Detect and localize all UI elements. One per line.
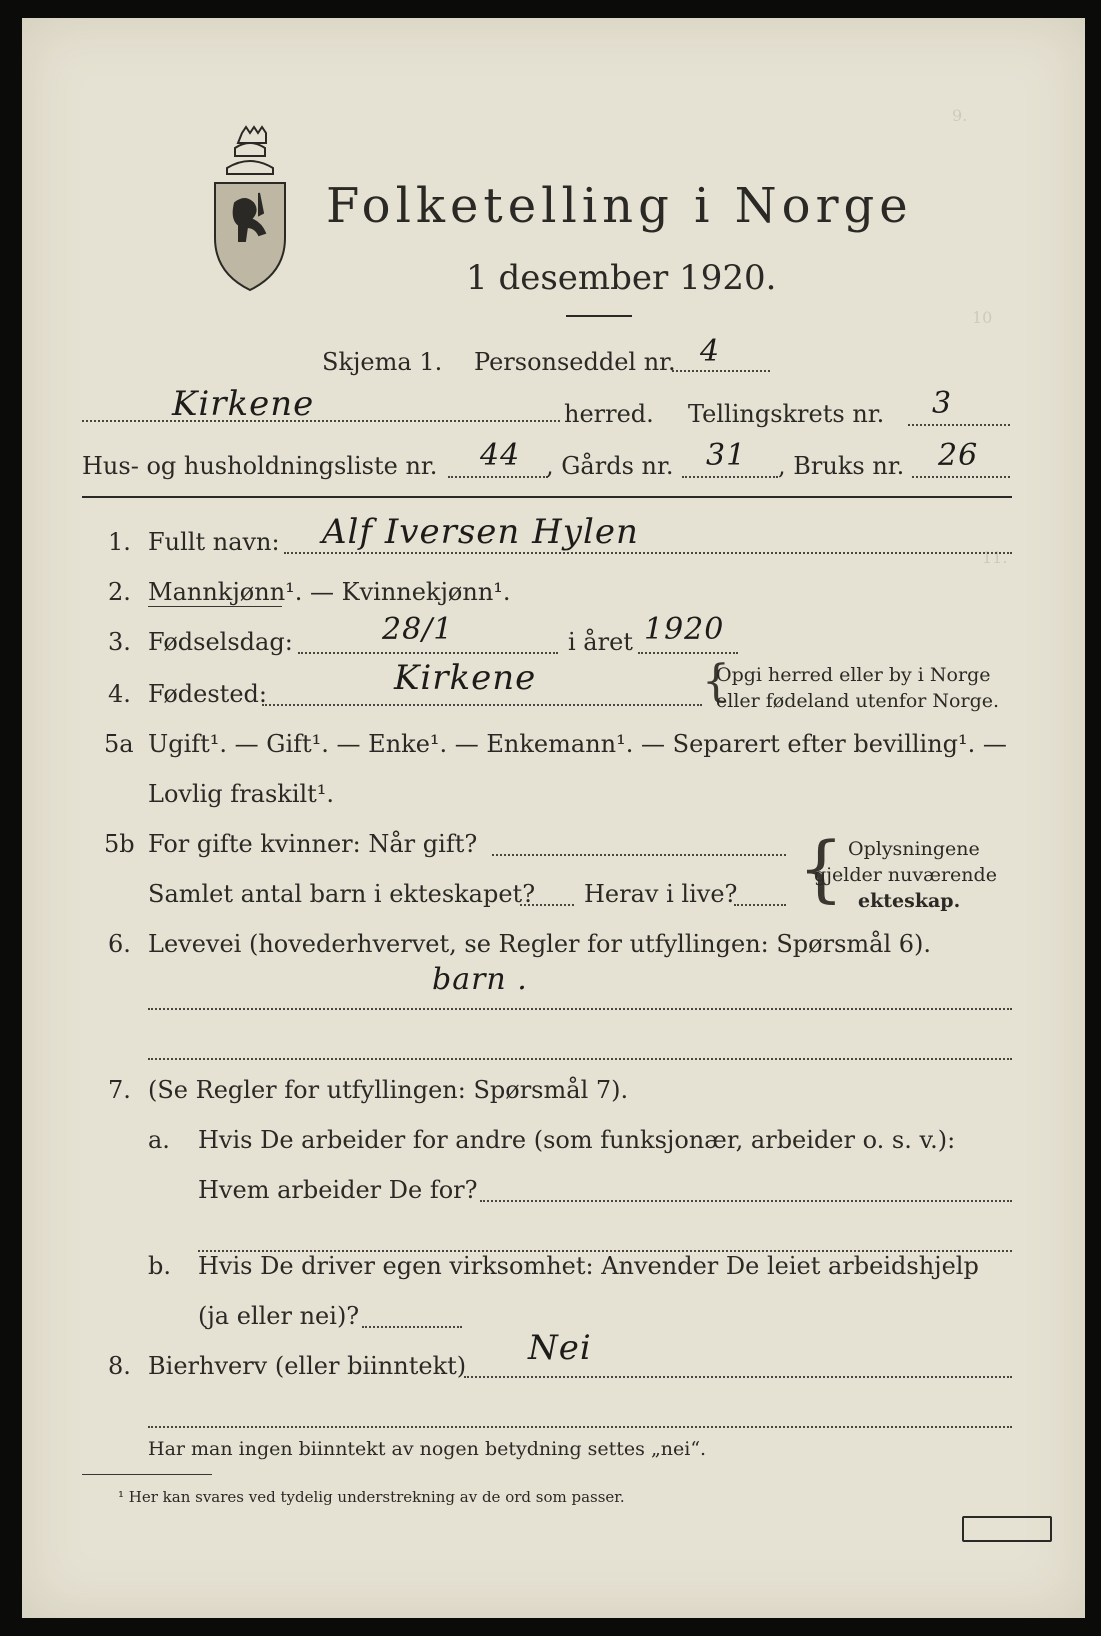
q3-year-label: i året bbox=[568, 628, 633, 656]
census-date: 1 desember 1920. bbox=[466, 258, 777, 298]
tellingskrets-label: Tellingskrets nr. bbox=[688, 400, 885, 428]
bruks-label: , Bruks nr. bbox=[778, 452, 905, 480]
personseddel-label: Personseddel nr. bbox=[474, 348, 676, 376]
tellingskrets-line bbox=[908, 424, 1010, 426]
bleed-through-text: 9. bbox=[952, 106, 968, 125]
q5a-number: 5a bbox=[104, 730, 134, 758]
herred-line bbox=[82, 420, 560, 422]
q7a-label: Hvis De arbeider for andre (som funksjonær, arbeider o. s. v.): bbox=[198, 1126, 956, 1154]
q1-line bbox=[284, 552, 1012, 554]
sex-options: Mannkjønn¹. — Kvinnekjønn¹. bbox=[148, 578, 511, 606]
q5b-children-line bbox=[520, 904, 574, 906]
q7b-answer-label: (ja eller nei)? bbox=[198, 1302, 360, 1330]
gards-label: , Gårds nr. bbox=[546, 452, 674, 480]
q5b-note-3: ekteskap. bbox=[858, 890, 961, 912]
footnote: ¹ Her kan svares ved tydelig understrekning av de ord som passer. bbox=[118, 1488, 625, 1506]
sex-underline bbox=[148, 606, 282, 607]
q8-line-2 bbox=[148, 1426, 1012, 1428]
q7b-label: Hvis De driver egen virksomhet: Anvender De leiet arbeidshjelp bbox=[198, 1252, 979, 1280]
q7a-number: a. bbox=[148, 1126, 170, 1154]
q6-number: 6. bbox=[108, 930, 131, 958]
q3-line bbox=[298, 652, 558, 654]
bleed-through-text: 11. bbox=[982, 548, 1008, 567]
bleed-through-text: 10 bbox=[972, 308, 993, 327]
q4-label: Fødested: bbox=[148, 680, 267, 708]
q3-year-line bbox=[638, 652, 738, 654]
q7a-employer-label: Hvem arbeider De for? bbox=[198, 1176, 478, 1204]
q5b-line bbox=[492, 854, 786, 856]
marital-status-options-2: Lovlig fraskilt¹. bbox=[148, 780, 335, 808]
brace-icon: { bbox=[702, 656, 730, 707]
q7b-number: b. bbox=[148, 1252, 171, 1280]
q8-number: 8. bbox=[108, 1352, 131, 1380]
herred-value[interactable]: Kirkene bbox=[172, 384, 315, 424]
q7b-line bbox=[362, 1326, 462, 1328]
tellingskrets-value[interactable]: 3 bbox=[932, 386, 953, 421]
brace-icon: { bbox=[798, 826, 844, 910]
gards-value[interactable]: 31 bbox=[706, 438, 747, 473]
gards-line bbox=[682, 476, 778, 478]
birthplace-value[interactable]: Kirkene bbox=[394, 658, 537, 698]
q3-number: 3. bbox=[108, 628, 131, 656]
divider bbox=[566, 315, 632, 317]
norwegian-coat-of-arms-icon bbox=[207, 123, 293, 293]
schema-label: Skjema 1. bbox=[322, 348, 443, 376]
q5b-note-1: Oplysningene bbox=[848, 838, 980, 860]
bruks-value[interactable]: 26 bbox=[938, 438, 979, 473]
q2-number: 2. bbox=[108, 578, 131, 606]
birthday-value[interactable]: 28/1 bbox=[382, 612, 454, 647]
personseddel-line bbox=[672, 370, 770, 372]
q1-number: 1. bbox=[108, 528, 131, 556]
side-income-value[interactable]: Nei bbox=[528, 1328, 592, 1368]
occupation-value[interactable]: barn . bbox=[432, 962, 528, 997]
husliste-value[interactable]: 44 bbox=[480, 438, 521, 473]
q8-label: Bierhverv (eller biinntekt) bbox=[148, 1352, 467, 1380]
marital-status-options: Ugift¹. — Gift¹. — Enke¹. — Enkemann¹. — Separert efter bevilling¹. — bbox=[148, 730, 1007, 758]
q6-line bbox=[148, 1008, 1012, 1010]
q5b-number: 5b bbox=[104, 830, 135, 858]
q5b-note-2: gjelder nuværende bbox=[814, 864, 997, 886]
footnote-rule bbox=[82, 1474, 212, 1475]
census-form-page bbox=[22, 18, 1085, 1618]
q5b-alive-label: Herav i live? bbox=[584, 880, 738, 908]
full-name-value[interactable]: Alf Iversen Hylen bbox=[322, 512, 639, 552]
personseddel-value[interactable]: 4 bbox=[700, 334, 721, 369]
q4-note-1: Opgi herred eller by i Norge bbox=[716, 664, 991, 686]
q5b-alive-line bbox=[734, 904, 786, 906]
husliste-label: Hus- og husholdningsliste nr. bbox=[82, 452, 438, 480]
form-title: Folketelling i Norge bbox=[326, 178, 913, 234]
header-rule bbox=[82, 496, 1012, 498]
birth-year-value[interactable]: 1920 bbox=[644, 612, 725, 647]
husliste-line bbox=[448, 476, 548, 478]
q7-number: 7. bbox=[108, 1076, 131, 1104]
bruks-line bbox=[912, 476, 1010, 478]
q8-line bbox=[464, 1376, 1012, 1378]
q1-label: Fullt navn: bbox=[148, 528, 280, 556]
q3-label: Fødselsdag: bbox=[148, 628, 293, 656]
q5b-label: For gifte kvinner: Når gift? bbox=[148, 830, 478, 858]
printer-stamp bbox=[962, 1516, 1052, 1542]
q6-label: Levevei (hovederhvervet, se Regler for utfyllingen: Spørsmål 6). bbox=[148, 930, 932, 958]
footer-note: Har man ingen biinntekt av nogen betydning settes „nei“. bbox=[148, 1438, 707, 1460]
q5b-children-label: Samlet antal barn i ekteskapet? bbox=[148, 880, 536, 908]
q4-note-2: eller fødeland utenfor Norge. bbox=[716, 690, 1000, 712]
q7-label: (Se Regler for utfyllingen: Spørsmål 7). bbox=[148, 1076, 629, 1104]
q6-line-2 bbox=[148, 1058, 1012, 1060]
q4-number: 4. bbox=[108, 680, 131, 708]
herred-label: herred. bbox=[564, 400, 654, 428]
q7a-line bbox=[480, 1200, 1012, 1202]
q4-line bbox=[262, 704, 702, 706]
